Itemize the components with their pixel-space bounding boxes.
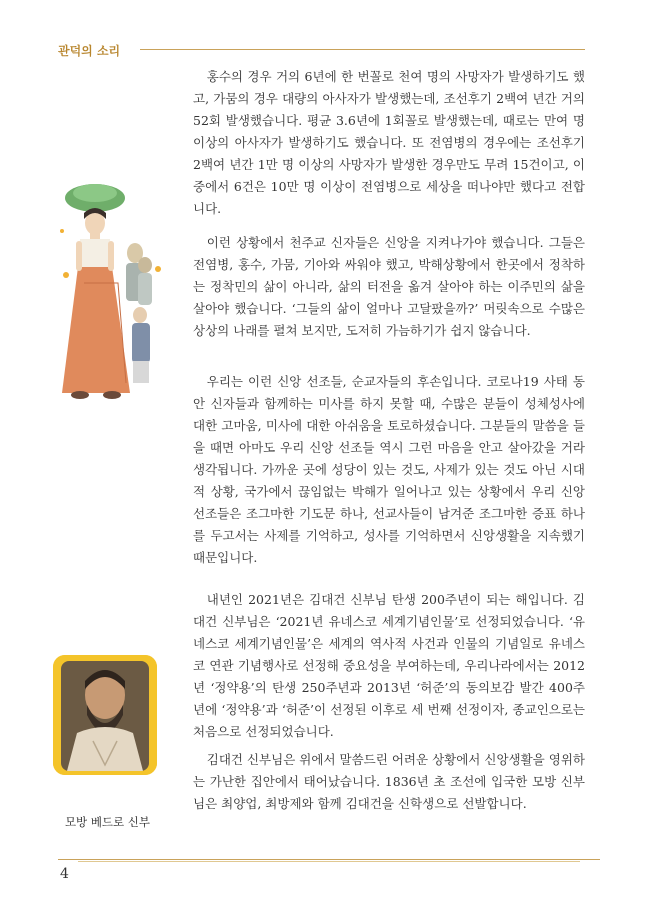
body-paragraph-5: 김대건 신부님은 위에서 말씀드린 어려운 상황에서 신앙생활을 영위하는 가난한 집안에서 태어났습니다. 1836년 초 조선에 입국한 모방 신부님은 최양업, 최방제와 함께 김대건을 신학생으로 선발합니다. (193, 752, 585, 811)
portrait-frame (53, 655, 157, 775)
body-paragraph-4: 내년인 2021년은 김대건 신부님 탄생 200주년이 되는 해입니다. 김대건 신부님은 ‘2021년 유네스코 세계기념인물’로 선정되었습니다. ‘유네스코 세계기념인물’은 세계의 역사적 사건과 인물의 기념일로 유네스코 연관 기념행사로 선정해 중요성을 부여하는데, 우리나라에서는 2012년 ‘정약용’의 탄생 250주년과 2013년 ‘허준’의 동의보감 발간 400주년에 ‘정약용’과 ‘허준’이 선정된 이후로 세 번째 선정이자, 종교인으로는 처음으로 선정되었습니다. (193, 592, 585, 739)
portrait-caption: 모방 베드로 신부 (64, 815, 151, 829)
body-paragraph-2: 이런 상황에서 천주교 신자들은 신앙을 지켜나가야 했습니다. 그들은 전염병, 홍수, 가뭄, 기아와 싸워야 했고, 박해상황에서 한곳에서 정착하는 정착민의 삶이 아니라, 삶의 터전을 옮겨 살아야 하는 이주민의 삶을 살아야 했습니다. ‘그들의 삶이 얼마나 고달팠을까?’ 머릿속으로 수많은 상상의 나래를 펼쳐 보지만, 도저히 가늠하기가 쉽지 않습니다. (193, 235, 585, 338)
body-paragraph-3: 우리는 이런 신앙 선조들, 순교자들의 후손입니다. 코로나19 사태 동안 신자들과 함께하는 미사를 하지 못할 때, 수많은 분들이 성체성사에 대한 고마움, 미사에 대한 아쉬움을 토로하셨습니다. 그분들의 말씀을 들을 때면 아마도 우리 신앙 선조들 역시 그런 마음을 안고 살아갔을 거라 생각됩니다. 가까운 곳에 성당이 있는 것도, 사제가 있는 것도 아닌 시대적 상황, 국가에서 끊임없는 박해가 일어나고 있는 상황에서 우리 신앙 선조들은 조그마한 기도문 하나, 선교사들이 남겨준 조그마한 증표 하나를 두고서는 사제를 기억하고, 성사를 기억하면서 신앙생활을 지속했기 때문입니다. (193, 374, 585, 565)
header-rule (140, 49, 585, 50)
portrait-image (53, 655, 157, 775)
page-number: 4 (60, 866, 69, 882)
footer-rule (58, 858, 600, 862)
refugee-illustration (40, 183, 180, 408)
body-paragraph-1: 홍수의 경우 거의 6년에 한 번꼴로 천여 명의 사망자가 발생하기도 했고, 가뭄의 경우 대량의 아사자가 발생했는데, 조선후기 2백여 년간 거의 52회 발생했습니다. 평균 3.6년에 1회꼴로 발생했는데, 때로는 만여 명 이상의 아사자가 발생하기도 했습니다. 또 전염병의 경우에는 조선후기 2백여 년간 1만 명 이상의 사망자가 발생한 경우만도 무려 15건이고, 이 중에서 6건은 10만 명 이상이 전염병으로 세상을 떠나야만 했다고 전합니다. (193, 69, 585, 216)
running-header-title: 관덕의 소리 (58, 44, 121, 58)
